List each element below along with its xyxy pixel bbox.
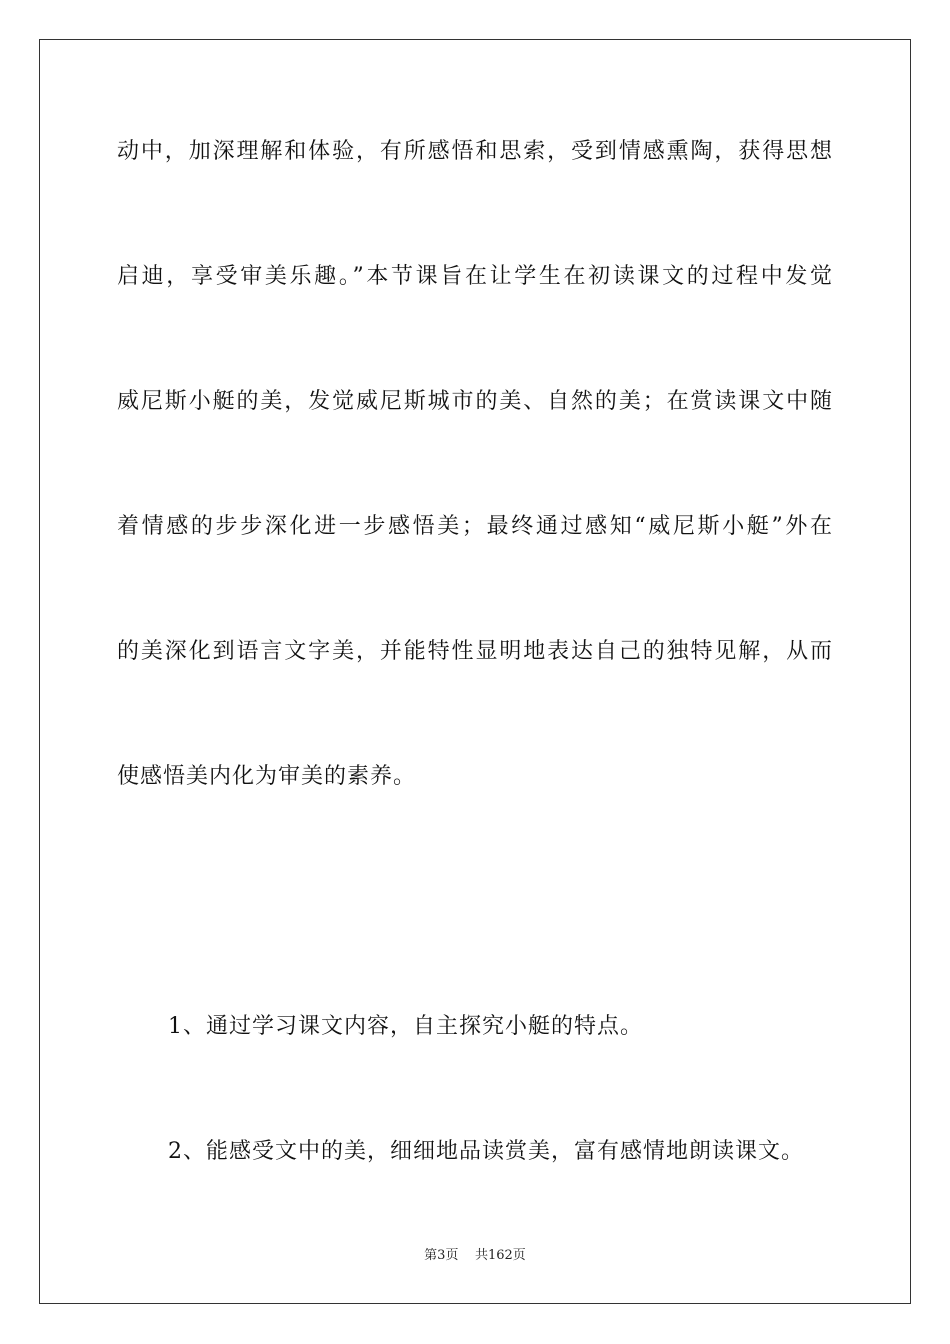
paragraph-line: 的美深化到语言文字美，并能特性显明地表达自己的独特见解，从而 (117, 639, 833, 664)
page-footer (0, 1247, 950, 1265)
paragraph-line: 威尼斯小艇的美，发觉威尼斯城市的美、自然的美；在赏读课文中随 (117, 389, 833, 414)
paragraph-line: 启迪，享受审美乐趣。”本节课旨在让学生在初读课文的过程中发觉 (117, 264, 833, 289)
page-number: 第3页 (424, 1248, 459, 1263)
page-frame (39, 39, 911, 1304)
paragraph-line: 着情感的步步深化进一步感悟美；最终通过感知“威尼斯小艇”外在 (117, 514, 833, 539)
paragraph-line: 动中，加深理解和体验，有所感悟和思索，受到情感熏陶，获得思想 (117, 139, 833, 164)
list-item: 2、能感受文中的美，细细地品读赏美，富有感情地朗读课文。 (168, 1139, 804, 1164)
paragraph-line: 使感悟美内化为审美的素养。 (117, 764, 417, 789)
list-item: 1、通过学习课文内容，自主探究小艇的特点。 (168, 1014, 643, 1039)
page-total: 共162页 (474, 1248, 526, 1263)
